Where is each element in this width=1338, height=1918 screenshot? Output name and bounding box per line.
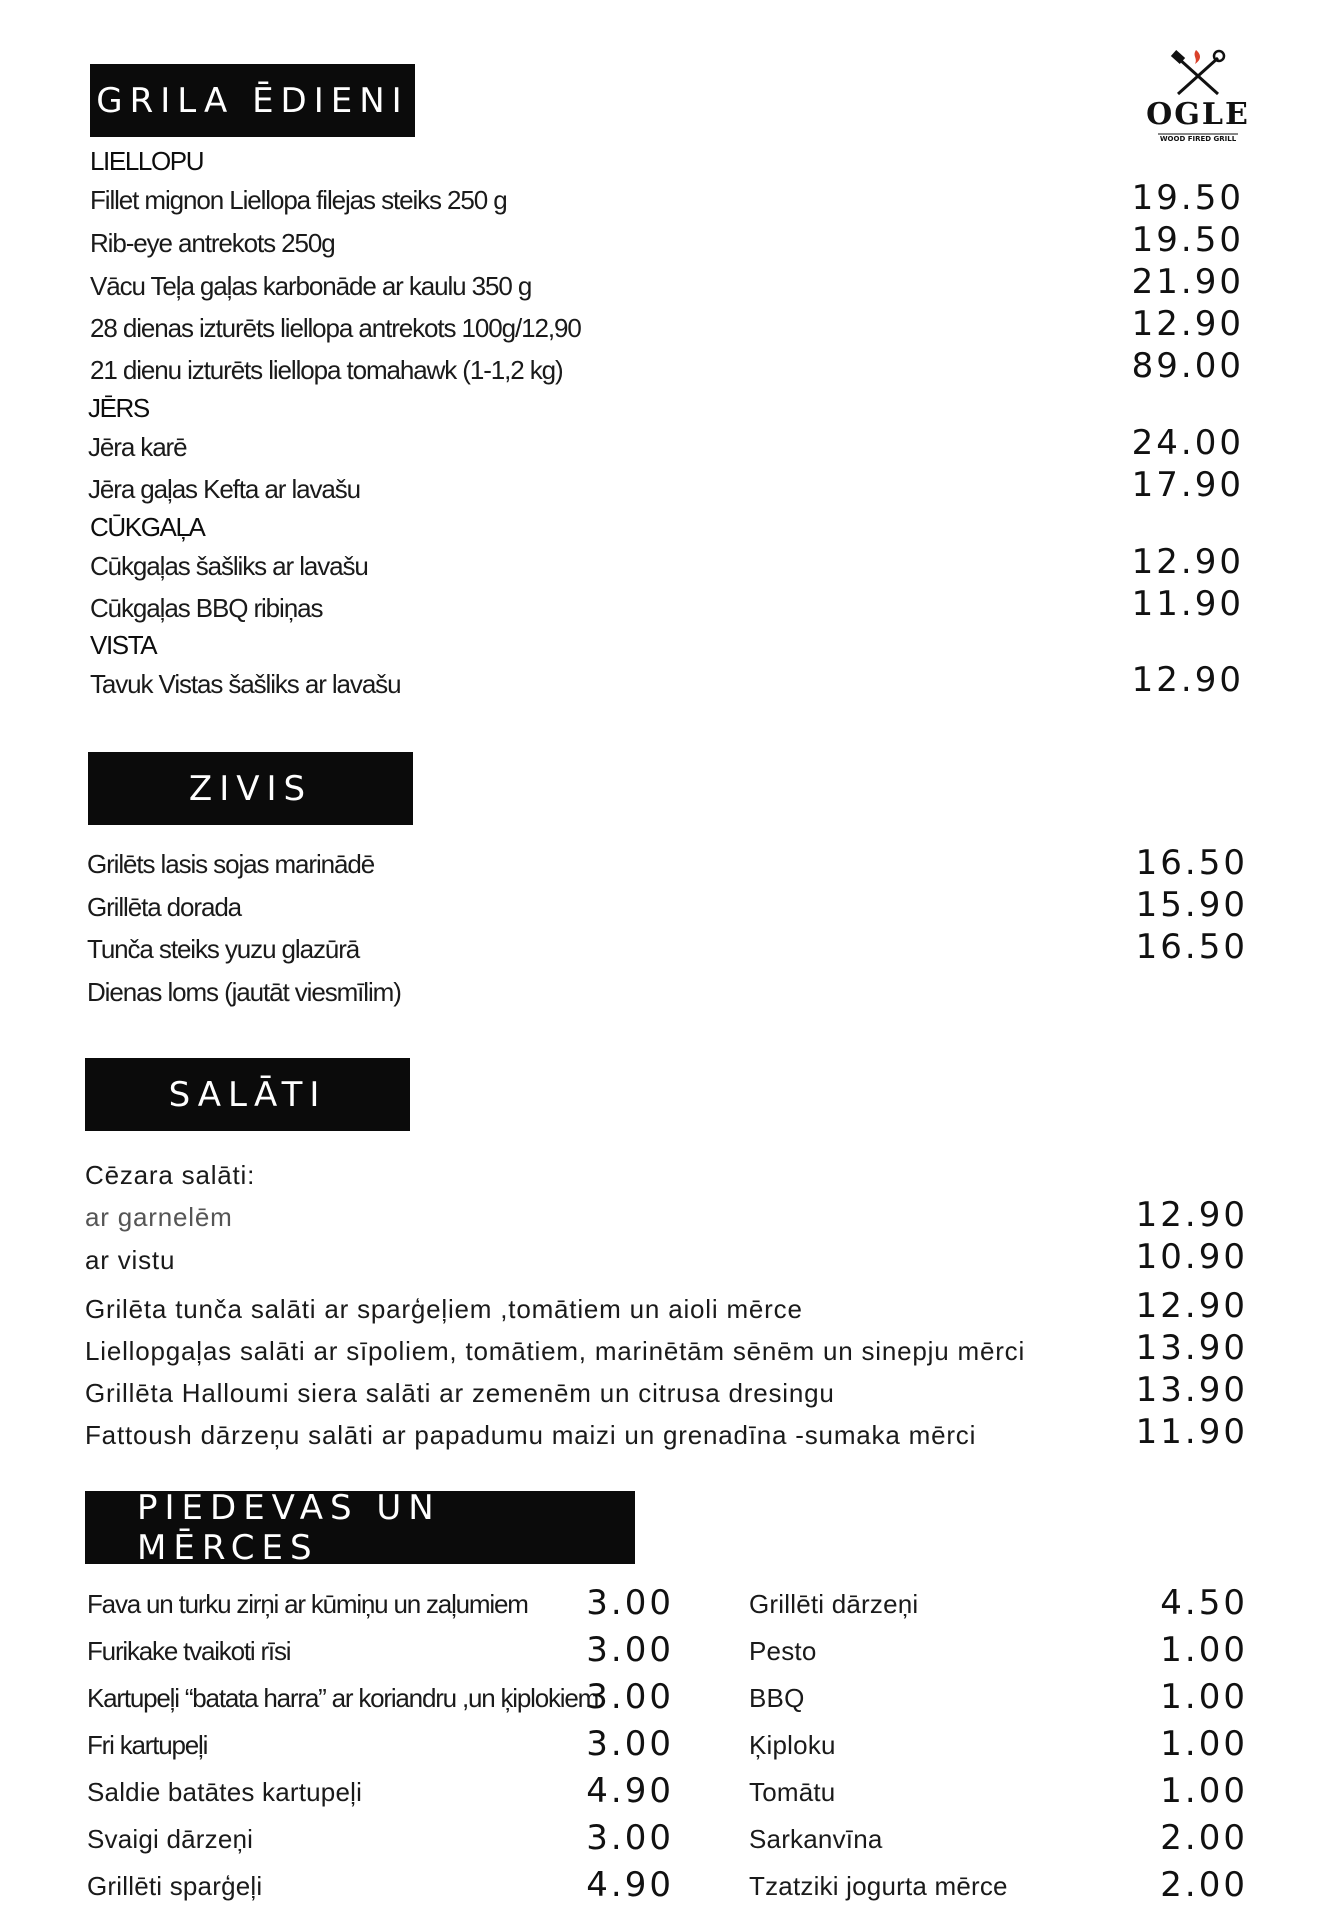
menu-item-price: 11.90 [1131, 584, 1244, 624]
side-item-price: 3.00 [586, 1818, 674, 1858]
sauce-item-name: Tomātu [749, 1777, 836, 1807]
side-item-name: Saldie batātes kartupeļi [87, 1777, 363, 1807]
sauce-item-price: 4.50 [1160, 1583, 1248, 1623]
caesar-salad-heading: Cēzara salāti: [85, 1160, 256, 1190]
menu-item-price: 12.90 [1135, 1195, 1248, 1235]
category-lamb: JĒRS [88, 393, 149, 423]
menu-item-name: ar vistu [85, 1245, 176, 1275]
menu-item-name: Grillēta dorada [87, 892, 242, 922]
menu-item-price: 21.90 [1131, 262, 1244, 302]
side-item-price: 3.00 [586, 1677, 674, 1717]
menu-item-price: 12.90 [1131, 660, 1244, 700]
logo-wordmark: OGLE [1146, 97, 1250, 132]
menu-item-name: Grilēts lasis sojas marinādē [87, 849, 375, 879]
menu-item-price: 24.00 [1131, 423, 1244, 463]
menu-item-name: Grillēta Halloumi siera salāti ar zemenēm un citrusa dresingu [85, 1378, 835, 1408]
menu-item-name: Cūkgaļas šašliks ar lavašu [90, 551, 368, 581]
category-chicken: VISTA [90, 630, 157, 660]
menu-item-price: 15.90 [1135, 885, 1248, 925]
menu-item-name: Rib-eye antrekots 250g [90, 228, 335, 258]
section-title-salads: SALĀTI [85, 1058, 410, 1131]
logo-tagline: WOOD FIRED GRILL [1159, 135, 1237, 143]
side-item-name: Fava un turku zirņi ar kūmiņu un zaļumiem [87, 1589, 528, 1619]
menu-item-price: 11.90 [1135, 1412, 1248, 1452]
side-item-price: 4.90 [586, 1771, 674, 1811]
menu-item-name: Dienas loms (jautāt viesmīlim) [87, 977, 401, 1007]
menu-item-name: Fattoush dārzeņu salāti ar papadumu maizi un grenadīna -sumaka mērci [85, 1420, 977, 1450]
menu-item-name: 21 dienu izturēts liellopa tomahawk (1-1,2 kg) [90, 355, 563, 385]
menu-item-price: 19.50 [1131, 178, 1244, 218]
section-title-grill: GRILA ĒDIENI [90, 64, 415, 137]
menu-item-price: 19.50 [1131, 220, 1244, 260]
menu-item-name: ar garnelēm [85, 1202, 233, 1232]
side-item-price: 4.90 [586, 1865, 674, 1905]
menu-item-name: Liellopgaļas salāti ar sīpoliem, tomātiem, marinētām sēnēm un sinepju mērci [85, 1336, 1026, 1366]
menu-item-name: Tavuk Vistas šašliks ar lavašu [90, 669, 401, 699]
side-item-name: Kartupeļi “batata harra” ar koriandru ,un ķiplokiem [87, 1683, 599, 1713]
side-item-name: Grillēti sparģeļi [87, 1871, 263, 1901]
menu-item-price: 12.90 [1135, 1286, 1248, 1326]
menu-item-price: 12.90 [1131, 304, 1244, 344]
menu-item-price: 10.90 [1135, 1237, 1248, 1277]
category-beef: LIELLOPU [90, 146, 204, 176]
menu-item-name: Jēra karē [88, 432, 187, 462]
menu-item-name: Tunča steiks yuzu glazūrā [87, 934, 360, 964]
sauce-item-price: 2.00 [1160, 1818, 1248, 1858]
grill-tools-icon [1140, 44, 1256, 144]
side-item-name: Fri kartupeļi [87, 1730, 208, 1760]
sauce-item-price: 2.00 [1160, 1865, 1248, 1905]
section-title-sides: PIEDEVAS UN MĒRCES [85, 1491, 635, 1564]
menu-item-price: 13.90 [1135, 1370, 1248, 1410]
menu-item-name: Vācu Teļa gaļas karbonāde ar kaulu 350 g [90, 271, 532, 301]
menu-item-name: Fillet mignon Liellopa filejas steiks 250 g [90, 185, 507, 215]
sauce-item-name: Sarkanvīna [749, 1824, 883, 1854]
sauce-item-price: 1.00 [1160, 1630, 1248, 1670]
side-item-name: Svaigi dārzeņi [87, 1824, 254, 1854]
menu-item-name: Jēra gaļas Kefta ar lavašu [88, 474, 361, 504]
menu-item-price: 12.90 [1131, 542, 1244, 582]
menu-item-name: 28 dienas izturēts liellopa antrekots 100g/12,90 [90, 313, 581, 343]
menu-item-price: 13.90 [1135, 1328, 1248, 1368]
side-item-price: 3.00 [586, 1583, 674, 1623]
menu-item-price: 17.90 [1131, 465, 1244, 505]
sauce-item-price: 1.00 [1160, 1724, 1248, 1764]
menu-item-price: 16.50 [1135, 843, 1248, 883]
menu-item-price: 16.50 [1135, 927, 1248, 967]
sauce-item-price: 1.00 [1160, 1677, 1248, 1717]
category-pork: CŪKGAĻA [90, 512, 205, 542]
menu-item-price: 89.00 [1131, 346, 1244, 386]
side-item-price: 3.00 [586, 1724, 674, 1764]
ogle-logo [1140, 44, 1256, 144]
side-item-price: 3.00 [586, 1630, 674, 1670]
side-item-name: Furikake tvaikoti rīsi [87, 1636, 291, 1666]
sauce-item-name: Tzatziki jogurta mērce [749, 1871, 1008, 1901]
sauce-item-name: BBQ [749, 1683, 805, 1713]
sauce-item-price: 1.00 [1160, 1771, 1248, 1811]
section-title-fish: ZIVIS [88, 752, 413, 825]
sauce-item-name: Pesto [749, 1636, 817, 1666]
menu-item-name: Grilēta tunča salāti ar sparģeļiem ,tomātiem un aioli mērce [85, 1294, 803, 1324]
sauce-item-name: Ķiploku [749, 1730, 836, 1760]
sauce-item-name: Grillēti dārzeņi [749, 1589, 919, 1619]
menu-item-name: Cūkgaļas BBQ ribiņas [90, 593, 323, 623]
